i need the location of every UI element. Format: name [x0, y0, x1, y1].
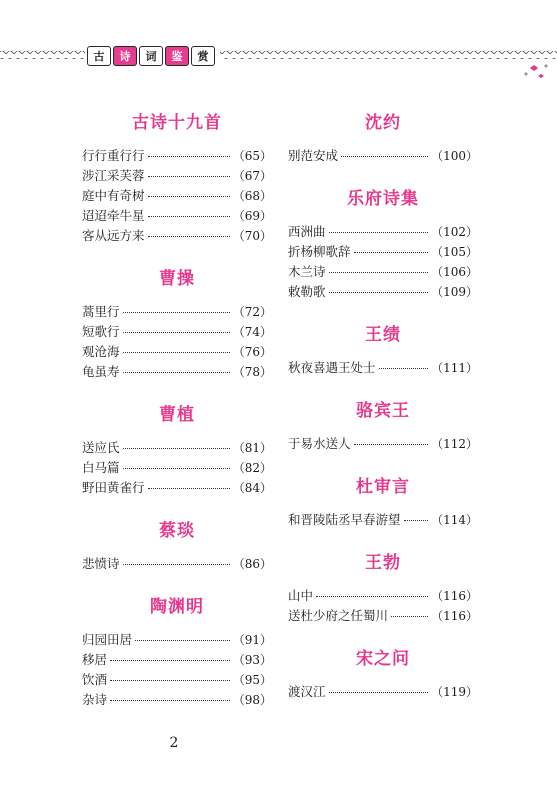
author-heading: 杜审言: [356, 477, 410, 497]
toc-entry[interactable]: [82, 362, 272, 382]
entry-page: （106）: [431, 265, 478, 279]
entry-title: 西洲曲: [288, 224, 326, 239]
author-heading: 沈约: [365, 113, 401, 133]
toc-entry[interactable]: [82, 458, 272, 478]
leader-dots: [123, 372, 230, 373]
author-heading: 王绩: [365, 325, 401, 345]
entry-title: 庭中有奇树: [82, 188, 145, 203]
entry-title: 和晋陵陆丞早春游望: [288, 512, 401, 527]
leader-dots: [404, 520, 429, 521]
entry-title: 迢迢牵牛星: [82, 208, 145, 223]
entry-page: （114）: [431, 513, 478, 527]
toc-entry[interactable]: [288, 146, 478, 166]
entry-page: （116）: [431, 589, 478, 603]
toc-entry[interactable]: [288, 586, 478, 606]
entry-page: （72）: [232, 305, 272, 319]
entry-title: 折杨柳歌辞: [288, 244, 351, 259]
toc-entry[interactable]: [288, 434, 478, 454]
leader-dots: [316, 596, 428, 597]
leader-dots: [110, 700, 230, 701]
entry-page: （98）: [232, 693, 272, 707]
entry-page: （111）: [431, 361, 478, 375]
entry-page: （86）: [232, 557, 272, 571]
toc-entry[interactable]: [82, 302, 272, 322]
entry-page: （76）: [232, 345, 272, 359]
leader-dots: [123, 468, 230, 469]
entry-title: 送杜少府之任蜀川: [288, 608, 389, 623]
entry-title: 敕勒歌: [288, 284, 326, 299]
leader-dots: [148, 236, 230, 237]
leader-dots: [329, 232, 429, 233]
entry-page: （91）: [232, 633, 272, 647]
leader-dots: [123, 312, 230, 313]
leader-dots: [391, 616, 428, 617]
entry-title: 野田黄雀行: [82, 480, 145, 495]
entry-title: 短歌行: [82, 324, 120, 339]
toc-entry[interactable]: [82, 342, 272, 362]
entry-page: （116）: [431, 609, 478, 623]
toc-entry[interactable]: [82, 146, 272, 166]
entry-title: 移居: [82, 652, 108, 667]
author-heading: 王勃: [365, 553, 401, 573]
author-heading: 蔡琰: [159, 521, 195, 541]
leader-dots: [148, 176, 230, 177]
leader-dots: [341, 156, 428, 157]
entry-page: （112）: [431, 437, 478, 451]
author-heading: 乐府诗集: [347, 189, 419, 209]
entry-title: 行行重行行: [82, 148, 145, 163]
leader-dots: [354, 252, 429, 253]
toc-entry[interactable]: [82, 670, 272, 690]
entry-page: （69）: [232, 209, 272, 223]
leader-dots: [148, 156, 230, 157]
entry-page: （81）: [232, 441, 272, 455]
toc-entry[interactable]: [288, 358, 478, 378]
entry-page: （70）: [232, 229, 272, 243]
author-heading: 宋之问: [356, 649, 410, 669]
leader-dots: [123, 352, 230, 353]
entry-page: （67）: [232, 169, 272, 183]
entry-page: （93）: [232, 653, 272, 667]
leader-dots: [354, 444, 429, 445]
leader-dots: [123, 448, 230, 449]
author-heading: 曹操: [159, 269, 195, 289]
page-header: [0, 0, 557, 90]
toc-entry[interactable]: [288, 682, 478, 702]
entry-title: 渡汉江: [288, 684, 326, 699]
author-heading: 陶渊明: [150, 597, 204, 617]
entry-page: （65）: [232, 149, 272, 163]
leader-dots: [123, 332, 230, 333]
toc-entry[interactable]: [82, 322, 272, 342]
leader-dots: [329, 292, 429, 293]
leader-dots: [110, 660, 230, 661]
leader-dots: [329, 692, 429, 693]
toc-entry[interactable]: [82, 438, 272, 458]
entry-title: 归园田居: [82, 632, 133, 647]
toc-entry[interactable]: [82, 166, 272, 186]
author-heading: 曹植: [159, 405, 195, 425]
entry-page: （68）: [232, 189, 272, 203]
entry-title: 饮酒: [82, 672, 108, 687]
badge-char: 赏: [191, 46, 215, 66]
toc-entry[interactable]: [288, 222, 478, 242]
toc-entry[interactable]: [82, 186, 272, 206]
leader-dots: [148, 216, 230, 217]
toc-entry[interactable]: [288, 242, 478, 262]
entry-page: （100）: [431, 149, 478, 163]
leader-dots: [148, 488, 230, 489]
toc-entry[interactable]: [288, 510, 478, 530]
leader-dots: [135, 640, 230, 641]
entry-page: （95）: [232, 673, 272, 687]
entry-title: 木兰诗: [288, 264, 326, 279]
badge-char: 古: [87, 46, 111, 66]
author-heading: 骆宾王: [356, 401, 410, 421]
entry-page: （119）: [431, 685, 478, 699]
entry-title: 山中: [288, 588, 314, 603]
toc-entry[interactable]: [82, 554, 272, 574]
page-number: 2: [169, 735, 179, 751]
entry-title: 秋夜喜遇王处士: [288, 360, 376, 375]
entry-title: 蒿里行: [82, 304, 120, 319]
entry-page: （105）: [431, 245, 478, 259]
toc-entry[interactable]: [82, 690, 272, 710]
toc-left-column: [82, 108, 272, 710]
leader-dots: [379, 368, 429, 369]
toc-entry[interactable]: [288, 262, 478, 282]
badge-char: 鉴: [165, 46, 189, 66]
toc-entry[interactable]: [82, 630, 272, 650]
toc-entry[interactable]: [82, 226, 272, 246]
header-decoration: [0, 0, 557, 90]
toc-entry[interactable]: [82, 478, 272, 498]
entry-page: （102）: [431, 225, 478, 239]
leader-dots: [123, 564, 230, 565]
entry-title: 悲愤诗: [82, 556, 120, 571]
entry-title: 涉江采芙蓉: [82, 168, 145, 183]
entry-title: 送应氏: [82, 440, 120, 455]
entry-page: （109）: [431, 285, 478, 299]
badge-char: 诗: [113, 46, 137, 66]
series-title-badges: [87, 46, 215, 66]
entry-title: 白马篇: [82, 460, 120, 475]
entry-page: （74）: [232, 325, 272, 339]
toc-right-column: [288, 108, 478, 702]
leader-dots: [148, 196, 230, 197]
entry-title: 于易水送人: [288, 436, 351, 451]
author-heading: 古诗十九首: [132, 113, 222, 133]
leader-dots: [329, 272, 429, 273]
entry-title: 客从远方来: [82, 228, 145, 243]
entry-page: （84）: [232, 481, 272, 495]
toc-entry[interactable]: [82, 206, 272, 226]
toc-entry[interactable]: [82, 650, 272, 670]
badge-char: 词: [139, 46, 163, 66]
entry-page: （78）: [232, 365, 272, 379]
entry-title: 杂诗: [82, 692, 108, 707]
toc-entry[interactable]: [288, 606, 478, 626]
entry-title: 龟虽寿: [82, 364, 120, 379]
toc-entry[interactable]: [288, 282, 478, 302]
entry-title: 观沧海: [82, 344, 120, 359]
entry-page: （82）: [232, 461, 272, 475]
leader-dots: [110, 680, 230, 681]
entry-title: 别范安成: [288, 148, 339, 163]
